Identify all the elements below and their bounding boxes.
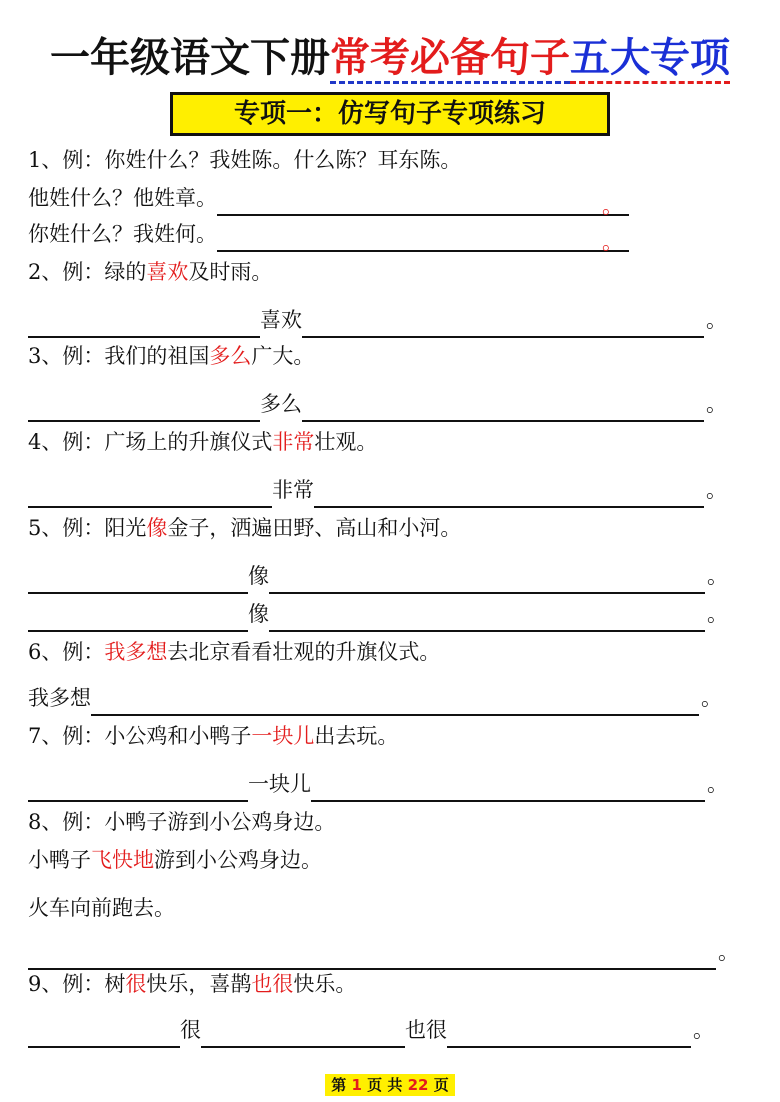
q2-suffix: 及时雨。 (188, 260, 273, 284)
answer-blank[interactable] (28, 564, 248, 594)
answer-blank[interactable] (302, 392, 704, 422)
answer-blank[interactable] (217, 186, 629, 216)
q9-answer (28, 1012, 714, 1048)
q7-keyword: 一块儿 (251, 724, 315, 748)
q3-answer (28, 386, 727, 422)
q5-example (28, 510, 461, 546)
q1-example (28, 142, 461, 178)
q8-keyword: 飞快地 (91, 848, 154, 872)
q1-line-2-text: 你姓什么？我姓何。 (28, 222, 217, 246)
q6-example (28, 634, 440, 670)
page-indicator (325, 1074, 455, 1096)
q3-end: 。 (706, 392, 727, 416)
q1-line-1-text: 他姓什么？他姓章。 (28, 186, 217, 210)
q2-answer (28, 302, 727, 338)
q9-end: 。 (693, 1018, 714, 1042)
q1-example-text: 1、例：你姓什么？我姓陈。什么陈？耳东陈。 (28, 148, 462, 172)
answer-blank[interactable] (28, 602, 248, 632)
q4-end: 。 (706, 478, 727, 502)
q8-example (28, 804, 335, 840)
q2-keyword: 喜欢 (146, 260, 189, 284)
q4-answer (28, 472, 727, 508)
q3-keyword: 多么 (209, 344, 252, 368)
q1-line-1 (28, 180, 629, 216)
q7-suffix: 出去玩。 (314, 724, 399, 748)
q3-suffix: 广大。 (251, 344, 315, 368)
q9-example (28, 966, 356, 1002)
title-part-3: 五大专项 (570, 35, 730, 84)
q4-suffix: 壮观。 (314, 430, 378, 454)
q9-answer-word-1: 很 (180, 1018, 201, 1042)
q3-prefix: 3、例：我们的祖国 (28, 344, 210, 368)
footer-mid: 页 共 (367, 1076, 403, 1094)
answer-blank[interactable] (447, 1018, 691, 1048)
q8-answer (28, 934, 739, 970)
q6-answer-word: 我多想 (28, 686, 91, 710)
q7-answer-word: 一块儿 (248, 772, 311, 796)
answer-blank[interactable] (28, 478, 272, 508)
q3-answer-word: 多么 (260, 392, 302, 416)
q4-prefix: 4、例：广场上的升旗仪式 (28, 430, 273, 454)
q9-keyword-2: 也很 (251, 972, 294, 996)
answer-blank[interactable] (28, 772, 248, 802)
q2-answer-word: 喜欢 (260, 308, 302, 332)
q4-answer-word: 非常 (272, 478, 314, 502)
q5-end-2: 。 (707, 602, 728, 626)
q5-end-1: 。 (707, 564, 728, 588)
section-subtitle: 专项一：仿写句子专项练习 (170, 92, 610, 136)
answer-blank[interactable] (302, 308, 704, 338)
q7-answer (28, 766, 728, 802)
q4-example (28, 424, 377, 460)
answer-blank[interactable] (314, 478, 704, 508)
q6-suffix: 去北京看看壮观的升旗仪式。 (167, 640, 441, 664)
q1-end-2: 。 (602, 230, 623, 254)
current-page: 1 (351, 1076, 362, 1094)
page-title (0, 30, 780, 86)
answer-blank[interactable] (311, 772, 705, 802)
q5-answer-1 (28, 558, 728, 594)
footer-pre: 第 (331, 1076, 347, 1094)
q9-middle: 快乐，喜鹊 (146, 972, 252, 996)
footer-post: 页 (433, 1076, 449, 1094)
q2-prefix: 2、例：绿的 (28, 260, 147, 284)
q8-example-text: 8、例：小鸭子游到小公鸡身边。 (28, 810, 336, 834)
q8-line2-prefix: 小鸭子 (28, 848, 91, 872)
title-part-2: 常考必备句子 (330, 35, 570, 84)
total-pages: 22 (407, 1076, 429, 1094)
q1-end-1: 。 (602, 194, 623, 218)
q8-end: 。 (718, 940, 739, 964)
q6-end: 。 (701, 686, 722, 710)
q2-end: 。 (706, 308, 727, 332)
page-footer (0, 1074, 780, 1095)
q4-keyword: 非常 (272, 430, 315, 454)
q5-suffix: 金子，洒遍田野、高山和小河。 (167, 516, 462, 540)
q9-keyword-1: 很 (125, 972, 147, 996)
q5-answer-word-1: 像 (248, 564, 269, 588)
q5-answer-word-2: 像 (248, 602, 269, 626)
answer-blank[interactable] (91, 686, 699, 716)
q6-answer (28, 680, 722, 716)
q6-keyword: 我多想 (104, 640, 168, 664)
q9-prefix: 9、例：树 (28, 972, 126, 996)
q8-example-2 (28, 842, 322, 878)
answer-blank[interactable] (269, 564, 705, 594)
q7-end: 。 (707, 772, 728, 796)
answer-blank[interactable] (28, 308, 260, 338)
q3-example (28, 338, 314, 374)
q5-answer-2 (28, 596, 728, 632)
answer-blank[interactable] (28, 392, 260, 422)
q8-prompt (28, 890, 175, 926)
title-part-1: 一年级语文下册 (50, 35, 330, 81)
answer-blank[interactable] (28, 1018, 180, 1048)
q5-keyword: 像 (146, 516, 168, 540)
q2-example (28, 254, 272, 290)
q9-suffix: 快乐。 (293, 972, 357, 996)
q7-prefix: 7、例：小公鸡和小鸭子 (28, 724, 252, 748)
q8-line2-suffix: 游到小公鸡身边。 (154, 848, 322, 872)
q8-prompt-text: 火车向前跑去。 (28, 896, 175, 920)
q7-example (28, 718, 398, 754)
q1-line-2 (28, 216, 629, 252)
q6-prefix: 6、例： (28, 640, 105, 664)
q5-prefix: 5、例：阳光 (28, 516, 147, 540)
answer-blank[interactable] (217, 222, 629, 252)
answer-blank[interactable] (201, 1018, 405, 1048)
answer-blank[interactable] (269, 602, 705, 632)
q9-answer-word-2: 也很 (405, 1018, 447, 1042)
